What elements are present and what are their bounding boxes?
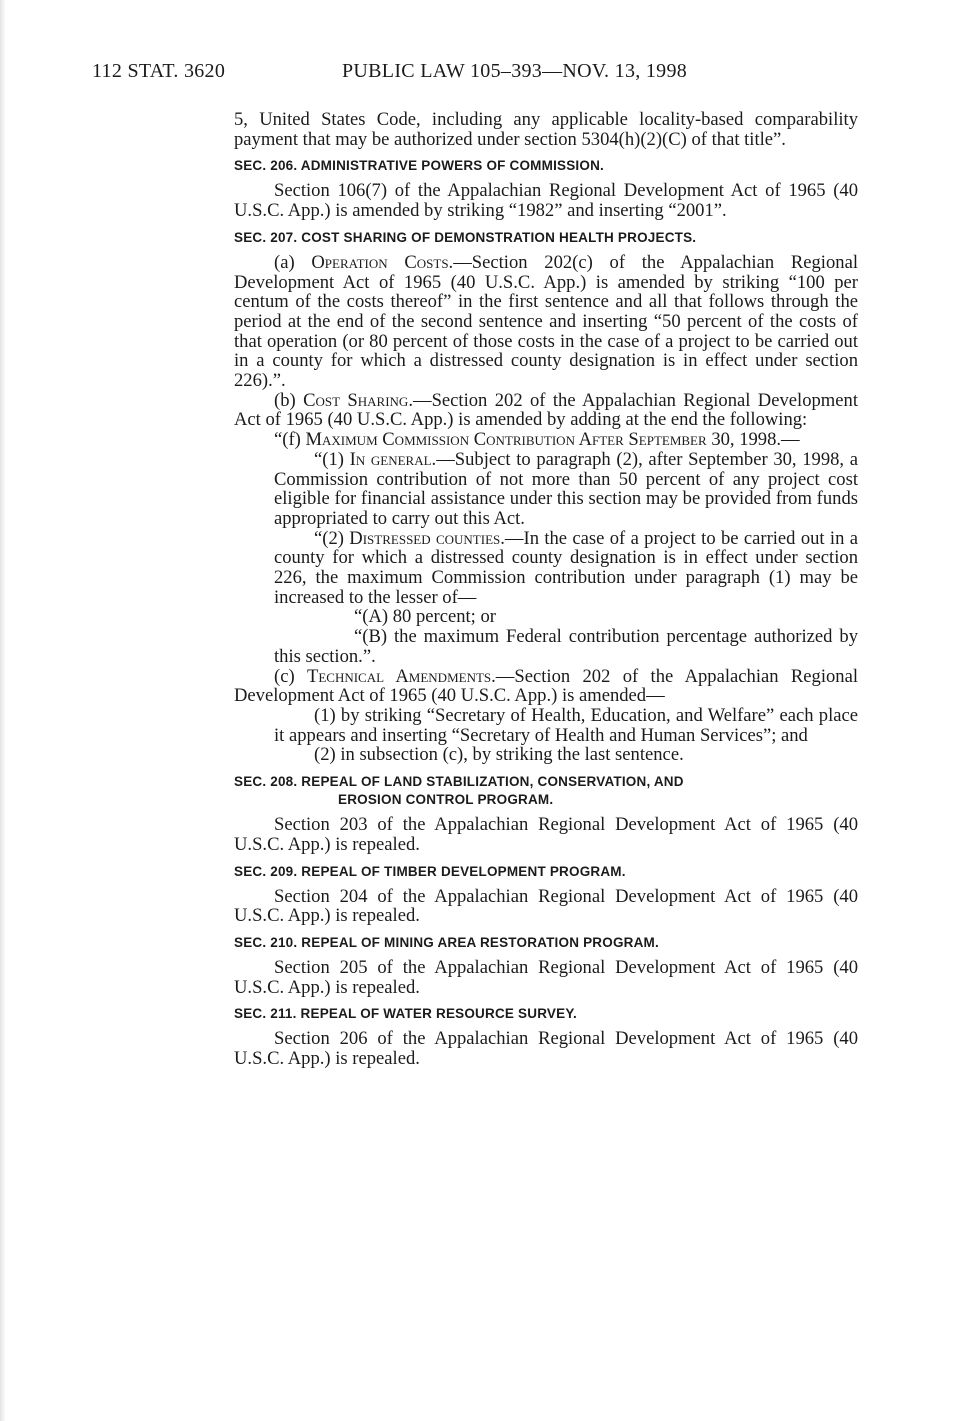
subsection-f-caption: Maximum Commission Contribution After September <box>305 429 707 451</box>
subsection-b-label: (b) <box>274 389 304 411</box>
section-210-text: Section 205 of the Appalachian Regional Development Act of 1965 (40 U.S.C. App.) is repealed. <box>234 956 858 998</box>
public-law-running-head: PUBLIC LAW 105–393—NOV. 13, 1998 <box>342 60 688 82</box>
paragraph-f2-caption: Distressed counties. <box>349 527 505 549</box>
subsection-a-label: (a) <box>274 251 312 273</box>
subsection-b <box>234 391 858 430</box>
section-209-text: Section 204 of the Appalachian Regional Development Act of 1965 (40 U.S.C. App.) is repealed. <box>234 885 858 927</box>
paragraph-f2 <box>234 529 858 608</box>
subsection-a <box>234 253 858 391</box>
subsection-f-text: 30, 1998.— <box>706 429 800 451</box>
section-208-heading <box>234 773 858 809</box>
subparagraph-a: “(A) 80 percent; or <box>354 606 496 628</box>
statute-page-citation: 112 STAT. 3620 <box>92 60 226 82</box>
section-208-heading-line1: SEC. 208. REPEAL OF LAND STABILIZATION, CONSERVATION, AND <box>234 774 684 790</box>
subsection-c-label: (c) <box>274 665 307 687</box>
paragraph-f2-text: —In the case of a project to be carried out in a county for which a distressed county designation is in effect under section 226, the maximum Commission contribution under paragraph (1) may be increased to the lesser of— <box>274 527 858 608</box>
section-206-heading: SEC. 206. ADMINISTRATIVE POWERS OF COMMISSION. <box>234 158 604 174</box>
page-header <box>92 60 792 90</box>
paragraph-f2-label: “(2) <box>314 527 350 549</box>
section-209-heading: SEC. 209. REPEAL OF TIMBER DEVELOPMENT PROGRAM. <box>234 863 626 879</box>
paragraph-f1-label: “(1) <box>314 448 350 470</box>
subsection-a-caption: Operation Costs. <box>311 251 454 273</box>
page-body <box>234 110 858 1069</box>
section-211-text: Section 206 of the Appalachian Regional Development Act of 1965 (40 U.S.C. App.) is repealed. <box>234 1028 858 1070</box>
subsection-a-text: —Section 202(c) of the Appalachian Regional Development Act of 1965 (40 U.S.C. App.) is amended by striking “100 per centum of the costs thereof” in the first sentence and all that follows through the period at the end of the second sentence and inserting “50 percent of the costs of that operation (or 80 percent of those costs in the case of a project to be carried out in a county for which a distressed county designation is in effect under section 226).”. <box>234 251 858 392</box>
paragraph-f1-caption: In general. <box>349 448 437 470</box>
section-211-heading: SEC. 211. REPEAL OF WATER RESOURCE SURVEY. <box>234 1006 577 1022</box>
continued-paragraph: 5, United States Code, including any applicable locality-based comparability payment that may be authorized under section 5304(h)(2)(C) of that title”. <box>234 109 858 150</box>
subparagraph-b: “(B) the maximum Federal contribution percentage authorized by this section.”. <box>274 626 858 667</box>
section-208-text: Section 203 of the Appalachian Regional Development Act of 1965 (40 U.S.C. App.) is repealed. <box>234 814 858 855</box>
paragraph-f1-text: —Subject to paragraph (2), after September 30, 1998, a Commission contribution of not more than 50 percent of any project cost eligible for financial assistance under this section may be provided from funds appropriated to carry out this Act. <box>274 448 859 529</box>
section-206-text: Section 106(7) of the Appalachian Regional Development Act of 1965 (40 U.S.C. App.) is amended by striking “1982” and inserting “2001”. <box>234 180 858 222</box>
subsection-c-caption: Technical Amendments. <box>306 665 496 687</box>
subsection-f-label: “(f) <box>274 429 306 451</box>
scan-edge-shadow <box>0 0 6 1421</box>
subsection-c <box>234 667 858 706</box>
paragraph-f1 <box>234 450 858 529</box>
section-210-heading: SEC. 210. REPEAL OF MINING AREA RESTORATION PROGRAM. <box>234 934 659 950</box>
subsection-c-text: —Section 202 of the Appalachian Regional Development Act of 1965 (40 U.S.C. App.) is amended— <box>234 665 859 707</box>
subsection-b-caption: Cost Sharing. <box>303 389 413 411</box>
paragraph-c1: (1) by striking “Secretary of Health, Education, and Welfare” each place it appears and inserting “Secretary of Health and Human Services”; and <box>274 704 858 746</box>
section-208-heading-line2: EROSION CONTROL PROGRAM. <box>338 792 554 808</box>
section-207-heading: SEC. 207. COST SHARING OF DEMONSTRATION HEALTH PROJECTS. <box>234 229 697 245</box>
quoted-subsection-f <box>234 430 858 450</box>
paragraph-c2: (2) in subsection (c), by striking the last sentence. <box>314 744 684 766</box>
subsection-b-text: —Section 202 of the Appalachian Regional Development Act of 1965 (40 U.S.C. App.) is amended by adding at the end the following: <box>234 389 858 431</box>
